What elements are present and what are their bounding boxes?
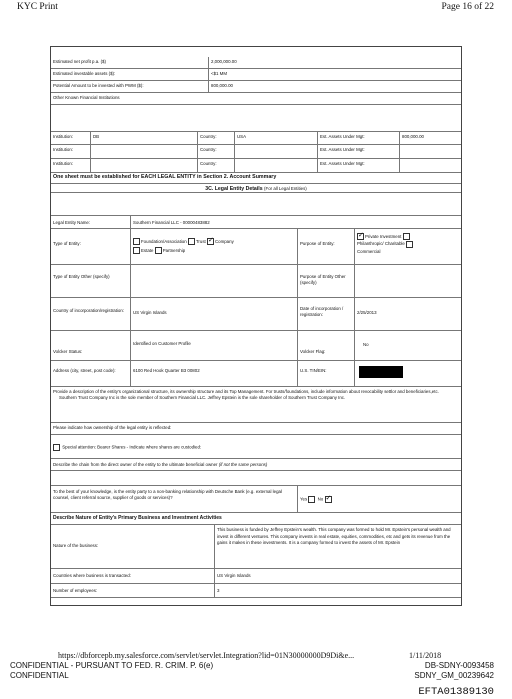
institution-row [51, 159, 461, 173]
purpose-of-entity-label: Purpose of Entity: [298, 229, 355, 264]
legal-entity-notice: One sheet must be established for EACH LEGAL ENTITY in Section 2. Account Summary [53, 174, 277, 180]
investable-assets-value: <$1 MM [211, 71, 227, 76]
header-page-number: Page 16 of 22 [441, 2, 494, 12]
structure-description-answer: Southern Trust Company Inc is the sole member of Southern Financial LLC. Jeffrey Epstein is the sole shareholder of Southern Trust Company Inc. [59, 394, 346, 400]
yes-label: Yes [300, 496, 308, 502]
type-other-value [131, 265, 298, 297]
commercial-label: Commercial [357, 248, 381, 254]
potential-amount-value: 800,000.00 [211, 83, 233, 88]
volcker-status-value: Identified on Customer Profile [131, 331, 298, 360]
partnership-checkbox[interactable] [155, 247, 162, 254]
footer-bates-line2: SDNY_GM_00239642 [414, 671, 494, 680]
institution-label: Institution: [51, 159, 91, 172]
tin-label: U.S. TIN/EIN: [298, 361, 355, 386]
chain-label: Describe the chain from the direct owner of the entity to the ultimate beneficial owner [53, 462, 218, 467]
chain-note: (if not the same persons) [218, 462, 268, 467]
footer-date: 1/11/2018 [409, 651, 442, 660]
institution-row [51, 145, 461, 159]
trust-option-label: Trust [195, 239, 206, 244]
kyc-form [50, 46, 462, 606]
redaction-block [359, 366, 403, 378]
assets-label: Est. Assets Under Mgt: [318, 159, 400, 172]
yes-checkbox[interactable] [308, 496, 315, 503]
volcker-flag-label: Volcker Flag: [298, 331, 355, 360]
ownership-row [51, 423, 461, 435]
investable-assets-row [51, 69, 461, 81]
structure-description [51, 387, 463, 422]
trust-checkbox[interactable] [188, 238, 195, 245]
assets-label: Est. Assets Under Mgt: [318, 145, 400, 158]
employees-value: 3 [217, 588, 220, 593]
country-value [235, 159, 318, 172]
ownership-label: Please indicate how ownership of the legal entity is reflected: [53, 425, 172, 430]
other-institutions-row [51, 93, 461, 105]
foundation-checkbox[interactable] [133, 238, 140, 245]
legal-entity-name-label: Legal Entity Name: [51, 216, 131, 228]
volcker-row [51, 331, 461, 361]
country-incorporation-label: Country of incorporation/registration: [51, 298, 131, 330]
footer-confidential-line1: CONFIDENTIAL - PURSUANT TO FED. R. CRIM. P. 6(e) [10, 661, 214, 670]
legal-entity-name-value: Southern Financial LLC - 00000483882 [133, 220, 210, 225]
investable-assets-label: Estimated investable assets ($): [51, 69, 209, 80]
non-banking-answer [298, 486, 463, 512]
institution-name [91, 145, 198, 158]
bearer-shares-label: Special attention: Bearer Shares - Indicate where shares are custodied: [62, 444, 202, 450]
footer-efta-number: EFTA01389130 [418, 686, 494, 698]
private-investment-label: Private Investment [365, 234, 402, 239]
section-3c-note: (For all Legal Entities) [264, 186, 307, 191]
footer-url: https://dbforcepb.my.salesforce.com/servlet/servlet.Integration?lid=01N30000000D9Di&e... [58, 651, 355, 660]
bearer-shares-checkbox[interactable] [53, 444, 60, 451]
private-investment-checkbox[interactable] [357, 233, 364, 240]
institution-row [51, 131, 461, 145]
footer-confidential-line2: CONFIDENTIAL [10, 671, 69, 680]
countries-row [51, 569, 461, 584]
institution-label: Institution: [51, 145, 91, 158]
philanthropic-label: Philanthropic/ Charitable [357, 241, 405, 247]
spacer [51, 105, 461, 131]
type-other-row [51, 265, 461, 298]
non-banking-question: To the best of your knowledge, is the entity party to a non-banking relationship with Deutsche Bank (e.g. external legal counsel, client referral source, supplier of goods or services)? [51, 486, 298, 512]
institution-name: DB [91, 132, 198, 144]
no-label: No [317, 496, 324, 502]
countries-value: US Virgin Islands [217, 573, 251, 578]
footer-bates-line1: DB-SDNY-0093458 [424, 661, 494, 670]
volcker-flag-value: No [363, 342, 369, 347]
date-incorporation-value: 2/25/2013 [357, 310, 377, 315]
type-of-entity-row [51, 229, 461, 265]
footer-bates [414, 661, 494, 681]
nature-label: Nature of the business: [51, 525, 215, 568]
potential-amount-row [51, 81, 461, 93]
country-label: Country: [198, 159, 235, 172]
footer-confidential [10, 661, 213, 681]
private-investment-checkbox-2[interactable] [403, 233, 410, 240]
purpose-other-value [355, 265, 463, 297]
type-of-entity-label: Type of Entity: [51, 229, 131, 264]
potential-amount-label: Potential Amount to be invested with PWM ($): [51, 81, 209, 92]
institution-name [91, 159, 198, 172]
section-3c-title: 3C. Legal Entity Details [205, 186, 263, 192]
chain-answer-row [51, 471, 461, 485]
no-checkbox[interactable] [325, 496, 332, 503]
address-row [51, 361, 461, 387]
nature-header-row [51, 513, 461, 525]
philanthropic-checkbox[interactable] [406, 241, 413, 248]
assets-value [400, 159, 463, 172]
company-option-label: Company [214, 239, 234, 244]
bearer-shares-row [51, 435, 461, 459]
date-incorporation-label: Date of incorporation / registration: [298, 298, 355, 330]
partnership-option-label: Partnership [162, 248, 186, 253]
non-banking-row [51, 485, 461, 513]
purpose-options [355, 229, 463, 264]
structure-description-row [51, 387, 461, 423]
net-profit-row [51, 57, 461, 69]
address-label: Address (city, street, post code): [51, 361, 131, 386]
country-value [235, 145, 318, 158]
country-incorporation-row [51, 298, 461, 331]
countries-label: Countries where business is transacted: [51, 569, 215, 583]
tin-value [355, 361, 463, 386]
net-profit-value: 2,000,000.00 [211, 59, 237, 64]
type-of-entity-options [131, 229, 298, 264]
nature-header: Describe Nature of Entity's Primary Business and Investment Activities [53, 515, 222, 521]
assets-label: Est. Assets Under Mgt: [318, 132, 400, 144]
address-value: 6100 Red Hook Quarter B3 00802 [131, 361, 298, 386]
estate-checkbox[interactable] [133, 247, 140, 254]
section-3c-header [51, 183, 461, 193]
volcker-status-label: Volcker Status: [51, 331, 131, 360]
assets-value: 800,000.00 [402, 134, 424, 139]
estate-option-label: Estate [141, 248, 154, 253]
nature-row [51, 525, 461, 569]
other-institutions-label: Other Known Financial Institutions [53, 95, 120, 100]
net-profit-label: Estimated net profit p.a. ($) [51, 57, 209, 68]
legal-entity-name-row [51, 215, 461, 229]
company-checkbox[interactable] [207, 238, 214, 245]
type-other-label: Type of Entity Other (specify) [51, 265, 131, 297]
employees-label: Number of employees: [51, 584, 215, 597]
country-incorporation-value: US Virgin Islands [131, 298, 298, 330]
foundation-option-label: Foundation/Association [141, 239, 187, 244]
assets-value [400, 145, 463, 158]
country-label: Country: [198, 145, 235, 158]
purpose-other-label: Purpose of Entity Other (specify) [298, 265, 355, 297]
bearer-shares [51, 435, 463, 458]
nature-value: This business is funded by Jeffrey Epstein's wealth. This company was formed to hold Mr. Epstein's personal wealth and invest in different ventures. This company invests in real estate, equities, commodities, etc and gets its revenue from the gains it makes in these investments. It is a company formed to invest the assets of Mr. Epstein [217, 527, 451, 546]
country-value: USA [235, 132, 318, 144]
employees-row [51, 584, 461, 598]
country-label: Country: [198, 132, 235, 144]
chain-row [51, 459, 461, 471]
institution-label: Institution: [51, 132, 91, 144]
header-title: KYC Print [17, 2, 58, 12]
structure-description-prompt: Provide a description of the entity's organizational structure, its ownership structure and its Top Management. For trusts/foundations, include information about revocability settlor and beneficiaries,etc. [53, 389, 439, 394]
chain-description [51, 459, 463, 470]
